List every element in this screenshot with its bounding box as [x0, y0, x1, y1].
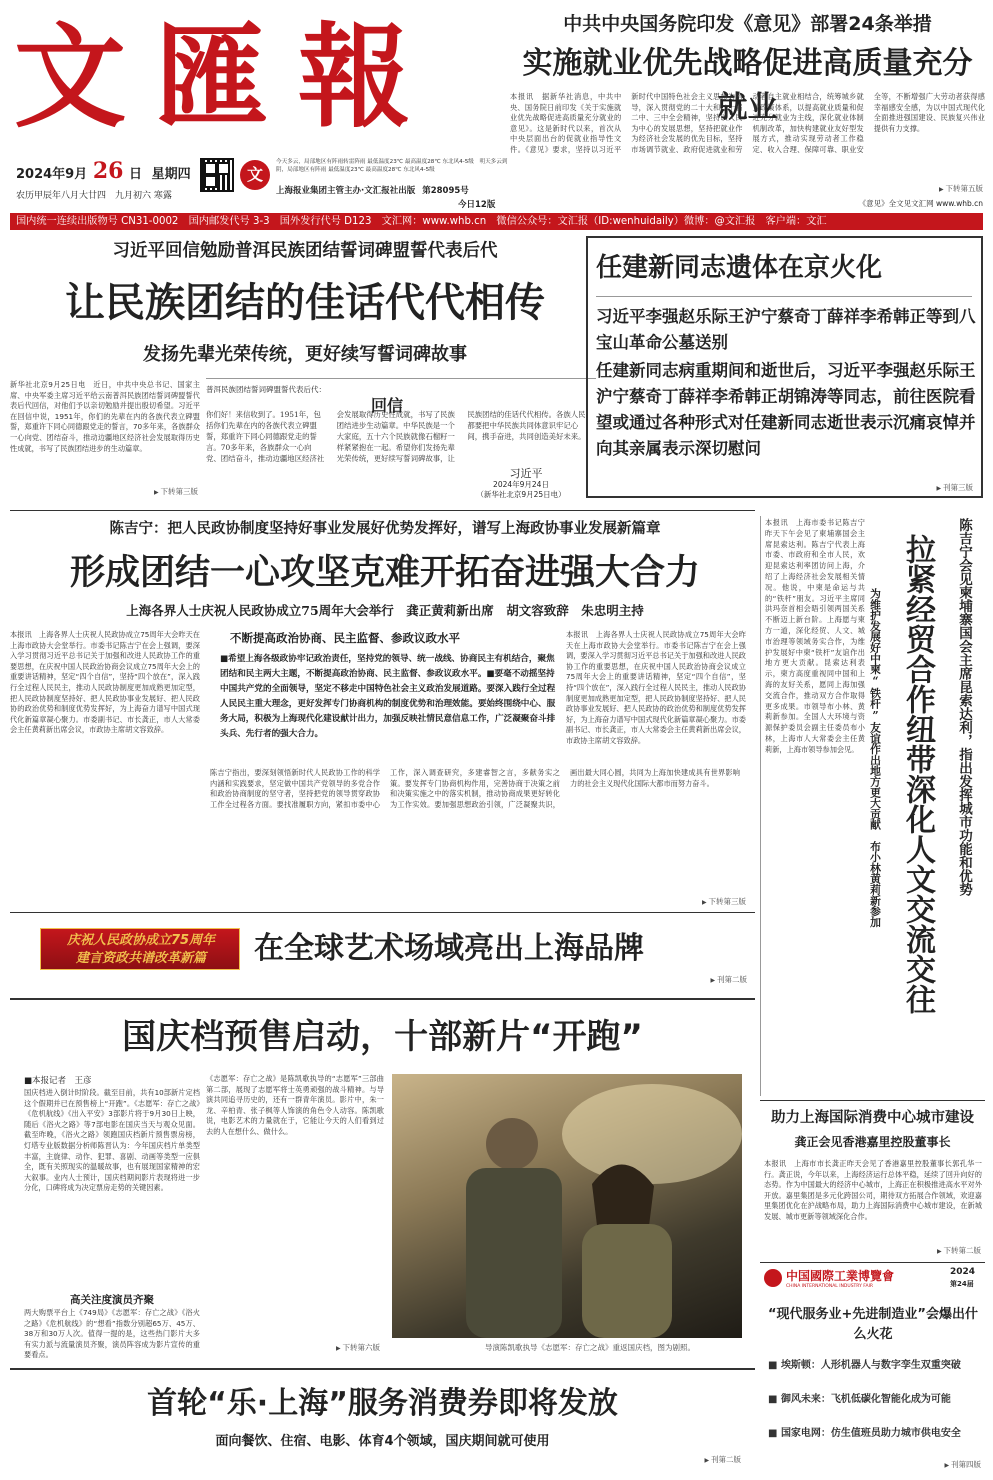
ciif-turn[interactable]: ▶ 刊第四版 [881, 1459, 981, 1470]
cppcc-box-body: ■希望上海各级政协牢记政治责任，坚持党的领导、统一战线、协商民主有机结合，聚焦团结和民主两大主题，不断提高政治协商、民主监督、参政议政水平。■要毫不动摇坚持中国共产党的全面领导，坚定不移走中国特色社会主义政治发展道路。要深入践行全过程人民民主重大理念，更好发挥专门协商机构的制度优势和治理效能。要始终围绕中心、服务大局，积极为上海现代化建设献计出力，加强反映社情民意信息工作，广泛凝聚奋斗排头兵、先行者的强大合力。 [220, 654, 556, 739]
art-banner [40, 928, 240, 970]
letter-signature: 习近平 [509, 467, 543, 480]
letter-intro: 普洱民族团结誓词碑盟誓代表后代： [206, 385, 326, 394]
cppcc-box-head: 不断提高政治协商、民主监督、参政议政水平 [230, 631, 460, 645]
letter-body: 新华社北京9月25日电 近日，中共中央总书记、国家主席、中央军委主席习近平给云南普洱民族团结誓词碑盟誓代表后代回信，对他们予以亲切勉励并提出殷切希望。习近平在回信中说，1951年，你们的先辈在内的各族代表立碑盟誓，郑重许下同心同德跟党走的誓言，70多年来，各族群众一心向党、团结奋斗，推动边疆地区经济社会发展取得历史性成就，书写了民族团结进步的生动篇章。 [10, 380, 200, 453]
ciif-headline[interactable]: “现代服务业+先进制造业”会爆出什么火花 [768, 1307, 978, 1342]
ciif-story [760, 1262, 985, 1472]
movies-story [10, 998, 755, 1358]
voucher-subhead[interactable]: 面向餐饮、住宿、电影、体育4个领域，国庆期间就可使用 [215, 1434, 550, 1449]
cambodia-headline [889, 534, 945, 1092]
art-story [10, 918, 755, 988]
voucher-story [10, 1368, 755, 1472]
movies-byline: ■本报记者 王彦 [24, 1076, 92, 1086]
ciif-item[interactable] [768, 1359, 980, 1373]
ciif-logo-en: CHINA INTERNATIONAL INDUSTRY FAIR [786, 1284, 874, 1289]
ciif-item-text: 埃斯顿：人形机器人与数字孪生双重突破 [780, 1360, 961, 1371]
funeral-headline[interactable]: 任建新同志遗体在京火化 [596, 253, 883, 283]
movies-headline[interactable]: 国庆档预售启动，十部新片“开跑” [122, 1017, 643, 1057]
movies-body3: 《志愿军：存亡之战》是陈凯歌执导的“志愿军”三部曲第二部，展现了志愿军将士英勇顽强的战斗精神。与导演共同追寻历史的，还有一群青年演员。影片中，朱一龙、辛柏青、张子枫等人饰演的角色令人动容。陈凯歌说，电影艺术的力量就在于，它能让今天的人们看到过去的人在想什么、做什么。 [206, 1074, 384, 1136]
ciif-item[interactable] [768, 1393, 980, 1407]
consumption-body: 本报讯 上海市市长龚正昨天会见了香港嘉里控股董事长郭孔华一行。龚正说，今年以来，上海经济运行总体平稳，延续了回升向好的态势。作为中国最大的经济中心城市，上海正在积极推进高水平对外开放。嘉里集团是多元化跨国公司，期待双方拓展合作领域，欢迎嘉里集团优化在沪战略布局，助力上海国际消费中心城市建设，在新城发展、城市更新等领域深化合作。 [764, 1159, 982, 1221]
date-day: 26 [92, 158, 124, 184]
square-bullet-icon: ■ [768, 1394, 781, 1405]
date-day-unit: 日 [129, 167, 143, 182]
weather-forecast: 今天多云，局部地区有阵雨转雷阵雨 最低温度23℃ 最高温度28℃ 东北风4-5级 明天多云到阴，局部地区有阵雨 最低温度23℃ 最高温度28℃ 东北风4-5级 [276, 159, 508, 173]
cambodia-story [760, 516, 985, 1096]
consumption-turn[interactable]: ▶ 下转第二版 [881, 1245, 981, 1256]
top-story-note[interactable]: 《意见》全文见文汇网 www.whb.cn [858, 199, 983, 208]
letter-text: 你们好！来信收到了。1951年，包括你们先辈在内的各族代表立碑盟誓，郑重许下同心同德跟党走的誓言。70多年来，各族群众一心向党、团结奋斗，推动边疆地区经济社会发展取得历史性成就，书写了民族团结进步生动篇章。中华民族是一个大家庭，五十六个民族就像石榴籽一样紧紧抱在一起。希望你们发扬先辈光荣传统，更好续写誓词碑故事，让民族团结的佳话代代相传。各族人民都要把中华民族共同体意识牢记心间，携手奋进，共同创造美好未来。 [206, 410, 586, 463]
top-story-turn[interactable]: ▶ 下转第五版 [883, 183, 983, 194]
funeral-turn[interactable]: ▶ 刊第三版 [893, 482, 973, 493]
square-bullet-icon: ■ [768, 1360, 781, 1371]
funeral-sub1[interactable]: 习近平李强赵乐际王沪宁蔡奇丁薛祥李希韩正等到八宝山革命公墓送别 [596, 307, 976, 352]
section-divider-1 [10, 510, 755, 511]
ciif-logo-session: 第24届 [950, 1280, 974, 1288]
movies-body: 国庆档进入倒计时阶段。截至目前，共有10部新片定档这个假期并已在预售榜上“开跑”。《志愿军：存亡之战》《危机航线》《出入平安》3部影片将于9月30日上映，随后《浴火之路》等7部电影在国庆当天与观众见面。截至昨晚，《浴火之路》领跑国庆档新片预售票房榜，灯塔专业版数据分析师陈晋认为：今年国庆档片单类型丰富，主旋律、动作、犯罪、喜剧、动画等类型一应俱全，既有关照现实的温暖故事，也有展现国家精神的宏大叙事。业内人士预计，国庆档期间影片表现将进一步分化，口碑将成为决定票房走势的关键因素。 [24, 1088, 200, 1193]
cppcc-box [210, 630, 560, 762]
art-banner-line1: 庆祝人民政协成立75周年 [66, 933, 216, 948]
issue-number: 第28095号 [422, 186, 469, 196]
art-banner-line2: 建言资政共谱改革新篇 [75, 951, 206, 966]
info-bar: 国内统一连续出版物号 CN31-0002 国内邮发代号 3-3 国外发行代号 D123 文汇网：www.whb.cn 微信公众号：文汇报（ID:wenhuidaily）微博：@文汇报 客户端：文汇 [10, 213, 983, 230]
newspaper-logo: 文匯報 [14, 12, 440, 143]
movies-turn[interactable]: ▶ 下转第六版 [280, 1342, 380, 1353]
consumption-subhead[interactable]: 龚正会见香港嘉里控股董事长 [794, 1135, 951, 1149]
qr-code-icon[interactable] [200, 158, 234, 192]
movies-subhead: 高关注度演员齐聚 [70, 1294, 154, 1306]
cppcc-kicker[interactable]: 陈吉宁：把人民政协制度坚持好事业发展好优势发挥好，谱写上海政协事业发展新篇章 [109, 520, 661, 537]
movies-body2: 两大购票平台上《749局》《志愿军：存亡之战》《浴火之路》《危机航线》的“想看”指数分别超65万、45万、38万和30万人次。值得一提的是，这些热门影片大多有实力派与流量演员齐聚，演员阵容成为影片宣传的重要看点。 [24, 1308, 200, 1360]
cambodia-headline-text[interactable]: 拉紧经贸合作纽带深化人文交流交往 [900, 534, 935, 1014]
voucher-turn[interactable]: ▶ 刊第二版 [641, 1454, 741, 1465]
ciif-item-list [768, 1359, 980, 1459]
cppcc-story [10, 518, 760, 908]
letter-subhead[interactable]: 发扬先辈光荣传统，更好续写誓词碑故事 [143, 344, 467, 365]
cambodia-kicker [951, 518, 977, 1018]
cppcc-body3: 本报讯 上海各界人士庆祝人民政协成立75周年大会昨天在上海市政协大会堂举行。市委书记陈吉宁在会上强调，要深入学习贯彻习近平总书记关于加强和改进人民政协工作的重要思想，在庆祝中国人民政治协商会议成立75周年大会上的重要讲话精神，坚定“四个自信”，坚持“四个放在”，深入践行全过程人民民主，推动人民政协制度更加成熟更加定型，把人民政协制度坚持好、把人民政协事业发展好、把人民政协的政治优势和制度优势发挥好，为上海奋力谱写中国式现代化新篇章凝心聚力。市委副书记、市长龚正，市人大常委会主任黄莉新出席会议，市政协主席胡文容致辞。 [566, 630, 746, 745]
letter-box [206, 378, 596, 504]
weekday: 星期四 [151, 167, 191, 182]
funeral-story [586, 236, 983, 498]
movie-still-illustration [392, 1074, 742, 1338]
voucher-headline[interactable]: 首轮“乐·上海”服务消费券即将发放 [147, 1386, 618, 1421]
cppcc-subhead[interactable]: 上海各界人士庆祝人民政协成立75周年大会举行 龚正黄莉新出席 胡文容致辞 朱忠明主持 [126, 603, 644, 618]
ciif-logo-cn: 中国國際工業博覽會 [786, 1269, 895, 1283]
cambodia-subhead-text[interactable]: 为维护发展好中柬“铁杆”友谊作出地方更大贡献 布小林黄莉新参加 [869, 588, 882, 928]
ciif-logo-year: 2024 [950, 1267, 976, 1277]
square-bullet-icon: ■ [768, 1428, 781, 1439]
movie-still-caption: 导演陈凯歌执导《志愿军：存亡之战》重返国庆档，图为剧照。 [485, 1343, 695, 1352]
cppcc-body2: 陈吉宁指出，要深刻领悟新时代人民政协工作的科学内涵和实践要求，坚定做中国共产党领导的多党合作和政治协商制度的坚守者，坚持把党的领导贯穿政协工作全过程各方面。要找准履职方向，紧扣市委中心工作，深入调查研究，多建睿智之言，多献务实之策。要发挥专门协商机构作用，完善协商于决策之前和决策实施之中的落实机制，推动协商成果更好转化为工作实效。要加强思想政治引领，广泛凝聚共识，画出最大同心圆，共同为上海加快建成具有世界影响力的社会主义现代化国际大都市而努力奋斗。 [210, 768, 740, 809]
letter-turn[interactable]: ▶ 下转第三版 [100, 486, 198, 497]
cppcc-turn[interactable]: ▶ 下转第三版 [646, 896, 746, 907]
cppcc-body1: 本报讯 上海各界人士庆祝人民政协成立75周年大会昨天在上海市政协大会堂举行。市委书记陈吉宁在会上强调，要深入学习贯彻习近平总书记关于加强和改进人民政协工作的重要思想，在庆祝中国人民政治协商会议成立75周年大会上的重要讲话精神，坚定“四个自信”，坚持“四个放在”，深入践行全过程人民民主，推动人民政协制度更加成熟更加定型，把人民政协制度坚持好、把人民政协事业发展好、把人民政协的政治优势和制度优势发挥好，为上海奋力谱写中国式现代化新篇章凝心聚力。市委副书记、市长龚正，市人大常委会主任黄莉新出席会议，市政协主席胡文容致辞。 [10, 630, 200, 735]
masthead [10, 8, 510, 208]
cambodia-body: 本报讯 上海市委书记陈吉宁昨天下午会见了柬埔寨国会主席昆索达利。陈吉宁代表上海市委、市政府和全市人民，欢迎昆索达利率团访问上海，介绍了上海经济社会发展相关情况。他说，中柬是命运与共的“铁杆”朋友。习近平主席同洪玛奈首相会晤引领两国关系不断迈上新台阶。上海愿与柬方一道，深化经贸、人文、城市治理等领域务实合作，为维护发展好中柬“铁杆”友谊作出地方更大贡献。昆索达利表示，柬方高度重视同中国和上海的友好关系，愿同上海加强交流合作，推动双方合作取得更多成果。市领导布小林、黄莉新参加。全国人大环境与资源保护委员会副主任委员布小林，上海市人大常委会主任黄莉新，上海市领导参加会见。 [765, 518, 865, 754]
art-headline[interactable]: 在全球艺术场域亮出上海品牌 [254, 931, 644, 966]
page-count: 今日12版 [458, 200, 496, 210]
publisher-line [276, 184, 512, 196]
letter-story [10, 236, 600, 506]
date-year-month: 2024年9月 [16, 167, 88, 182]
movie-still-photo [392, 1074, 742, 1338]
cppcc-headline[interactable]: 形成团结一心攻坚克难开拓奋进强大合力 [69, 553, 700, 593]
top-story [510, 10, 985, 210]
art-turn[interactable]: ▶ 刊第二版 [647, 974, 747, 985]
top-story-kicker[interactable]: 中共中央国务院印发《意见》部署24条举措 [563, 13, 932, 35]
ciif-item-text: 御风未来：飞机低碳化智能化成为可能 [780, 1394, 951, 1405]
cambodia-kicker-text[interactable]: 陈吉宁会见柬埔寨国会主席昆索达利，指出发挥城市功能和优势 [956, 518, 972, 896]
letter-date: 2024年9月24日 [493, 480, 549, 489]
date-line [16, 158, 211, 182]
letter-headline[interactable]: 让民族团结的佳话代代相传 [65, 280, 545, 326]
funeral-divider [596, 296, 972, 297]
brand-emblem-icon: 文 [240, 160, 270, 190]
consumption-headline[interactable]: 助力上海国际消费中心城市建设 [771, 1110, 974, 1126]
letter-title: 回信 [370, 396, 403, 415]
letter-source: （新华社北京9月25日电） [476, 490, 566, 499]
publisher: 上海报业集团主管主办·文汇报社出版 [276, 186, 416, 196]
ciif-logo-mark-icon [764, 1269, 782, 1287]
letter-kicker[interactable]: 习近平回信勉励普洱民族团结誓词碑盟誓代表后代 [112, 241, 498, 261]
section-divider-2 [10, 912, 755, 913]
consumption-story [760, 1100, 985, 1260]
top-story-headline[interactable]: 实施就业优先战略促进高质量充分就业 [522, 46, 973, 125]
lunar-date: 农历甲辰年八月大廿四 九月初六 寒露 [16, 191, 172, 201]
ciif-item-text: 国家电网：仿生值班员助力城市供电安全 [780, 1428, 961, 1439]
ciif-logo [764, 1267, 980, 1299]
funeral-sub2[interactable]: 任建新同志病重期间和逝世后，习近平李强赵乐际王沪宁蔡奇丁薛祥李希韩正胡锦涛等同志，前往医院看望或通过各种形式对任建新同志逝世表示沉痛哀悼并向其亲属表示深切慰问 [596, 361, 976, 458]
cambodia-subhead [865, 588, 885, 1058]
ciif-item[interactable] [768, 1427, 980, 1441]
top-story-body: 本报讯 据新华社消息，中共中央、国务院日前印发《关于实施就业优先战略促进高质量充分就业的意见》。这是新时代以来，首次从中央层面出台的促就业指导性文件。《意见》要求，坚持以习近平新时代中国特色社会主义思想为指导，深入贯彻党的二十大和二十届二中、三中全会精神，坚持以人民为中心的发展思想，坚持把就业作为经济社会发展的优先目标，坚持市场调节就业、政府促进就业和劳动者自主就业相结合，统筹城乡就业政策体系，以提高就业质量和促进充分就业为主线，深化就业体制机制改革，加快构建就业友好型发展方式，推动实现劳动者工作稳定、收入合理、保障可靠、职业安全等，不断增强广大劳动者获得感幸福感安全感，为以中国式现代化全面推进强国建设、民族复兴伟业提供有力支撑。 [510, 92, 985, 154]
